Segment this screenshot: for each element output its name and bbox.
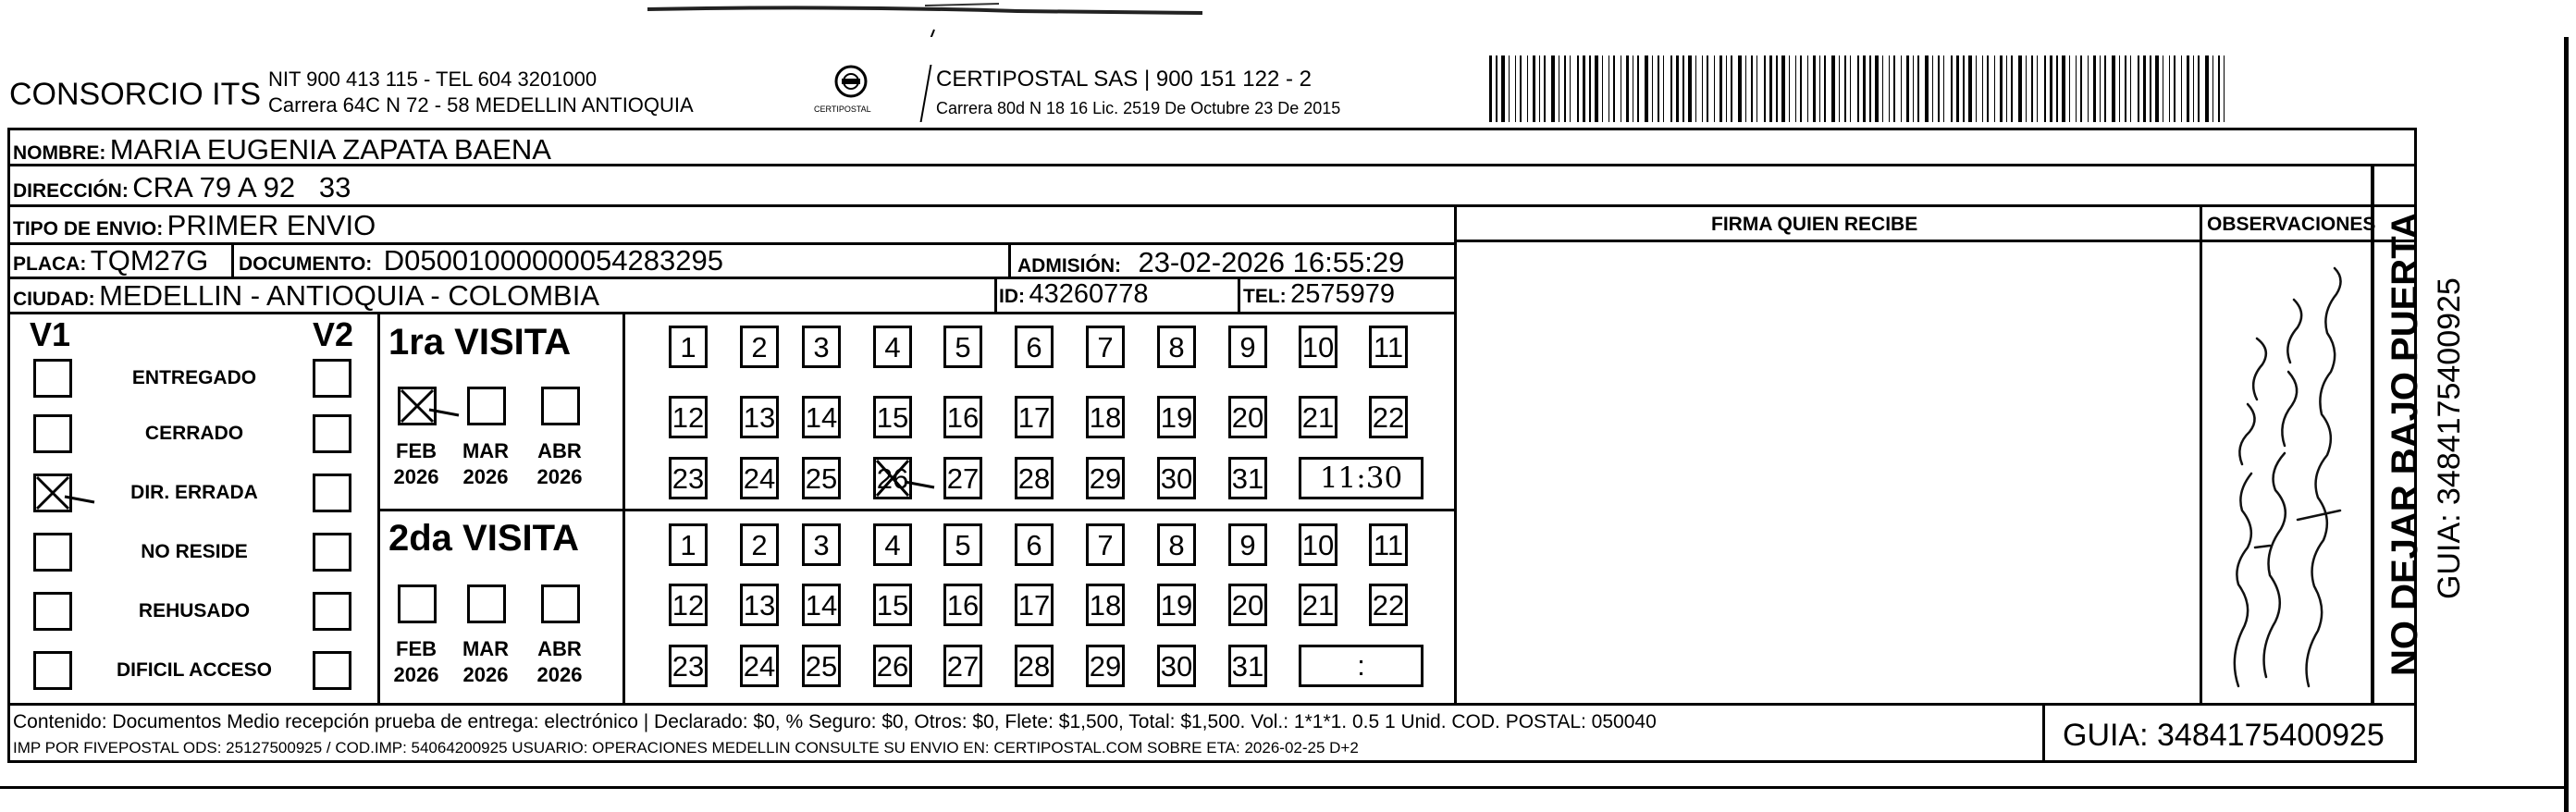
- nombre-label: NOMBRE:: [13, 142, 106, 164]
- id-value: 43260778: [1029, 279, 1149, 309]
- visit1-day-14[interactable]: 14: [802, 396, 841, 438]
- visit2-day-7[interactable]: 7: [1086, 523, 1125, 566]
- visit2-month-mar-label: MAR 2026: [462, 637, 510, 686]
- visit1-day-22[interactable]: 22: [1369, 396, 1408, 438]
- col-divider: [1238, 277, 1240, 312]
- visit2-day-2[interactable]: 2: [740, 523, 779, 566]
- v2-checkbox-entregado[interactable]: [313, 359, 351, 398]
- status-label-no-reside: NO RESIDE: [141, 541, 248, 562]
- visit1-month-feb-check: [398, 387, 464, 444]
- visit1-day-3[interactable]: 3: [802, 326, 841, 368]
- direccion-row: [13, 173, 351, 202]
- visit1-day-17[interactable]: 17: [1015, 396, 1054, 438]
- visit1-month-abr-label: ABR 2026: [536, 439, 583, 488]
- visit2-day-4[interactable]: 4: [873, 523, 912, 566]
- col-divider: [231, 242, 234, 277]
- visit2-day-27[interactable]: 27: [943, 645, 982, 687]
- v1-checkbox-cerrado[interactable]: [33, 414, 72, 453]
- visit2-day-1[interactable]: 1: [669, 523, 708, 566]
- visit2-day-24[interactable]: 24: [740, 645, 779, 687]
- company-nit: NIT 900 413 115 - TEL 604 3201000: [268, 68, 598, 91]
- admision-value: 23-02-2026 16:55:29: [1138, 246, 1405, 278]
- tipo-envio-label: TIPO DE ENVIO:: [13, 218, 164, 240]
- visit1-day-8[interactable]: 8: [1157, 326, 1196, 368]
- v2-checkbox-dir-errada[interactable]: [313, 474, 351, 512]
- v1-label: V1: [30, 315, 71, 353]
- status-label-dir-errada: DIR. ERRADA: [130, 482, 258, 503]
- observaciones-handwriting: [2201, 242, 2368, 701]
- visit1-month-abr-checkbox[interactable]: [541, 387, 580, 425]
- tipo-envio-value: PRIMER ENVIO: [166, 209, 376, 241]
- visit2-day-18[interactable]: 18: [1086, 584, 1125, 626]
- visit1-day-15[interactable]: 15: [873, 396, 912, 438]
- visit2-month-feb-checkbox[interactable]: [398, 584, 437, 623]
- visit2-day-26[interactable]: 26: [873, 645, 912, 687]
- visit2-day-16[interactable]: 16: [943, 584, 982, 626]
- row-divider: [7, 312, 1457, 314]
- visit2-day-19[interactable]: 19: [1157, 584, 1196, 626]
- tipo-envio-row: [13, 211, 376, 240]
- visit2-day-3[interactable]: 3: [802, 523, 841, 566]
- ciudad-row: [13, 281, 599, 310]
- visit1-day-21[interactable]: 21: [1299, 396, 1337, 438]
- status-label-rehusado: REHUSADO: [138, 600, 251, 621]
- visit2-day-20[interactable]: 20: [1228, 584, 1267, 626]
- visit1-day-26-cross: [873, 457, 940, 518]
- tel-value: 2575979: [1290, 279, 1396, 309]
- visit2-day-14[interactable]: 14: [802, 584, 841, 626]
- placa-label: PLACA:: [13, 253, 87, 275]
- documento-row: [239, 246, 723, 275]
- header-divider: [920, 65, 932, 122]
- footer-guia: GUIA: 3484175400925: [2063, 718, 2385, 753]
- visit1-time-box[interactable]: 11:30: [1299, 457, 1424, 499]
- footer-contenido: Contenido: Documentos Medio recepción prueba de entrega: electrónico | Declarado: $0, % Seguro: $0, Otros: $0, Flete: $1,500, Total: $1,500. Vol.: 1*1*1. 0.5 1 Unid. COD. POSTAL: 050040: [13, 711, 1657, 732]
- form-bottom-edge: [0, 786, 2567, 789]
- visit2-day-31[interactable]: 31: [1228, 645, 1267, 687]
- v1-checkbox-dificil-acceso[interactable]: [33, 651, 72, 690]
- footer-imp: IMP POR FIVEPOSTAL ODS: 25127500925 / COD.IMP: 54064200925 USUARIO: OPERACIONES MEDELLIN CONSULTE SU ENVIO EN: CERTIPOSTAL.COM SOBRE ETA: 2026-02-25 D+2: [13, 739, 1359, 757]
- v2-checkbox-no-reside[interactable]: [313, 533, 351, 572]
- visit1-day-19[interactable]: 19: [1157, 396, 1196, 438]
- id-row: [999, 281, 1148, 308]
- row-divider: [7, 242, 1457, 245]
- visit1-title: 1ra VISITA: [388, 322, 572, 363]
- placa-row: [13, 246, 208, 275]
- admision-row: [1017, 248, 1404, 277]
- tel-row: [1243, 281, 1395, 308]
- col-divider: [2371, 164, 2374, 703]
- placa-value: TQM27G: [90, 244, 209, 277]
- col-divider: [1454, 204, 1457, 703]
- side-guia: GUIA: 3484175400925: [2432, 277, 2467, 599]
- col-divider: [622, 312, 625, 703]
- status-label-entregado: ENTREGADO: [131, 367, 257, 388]
- visit2-day-28[interactable]: 28: [1015, 645, 1054, 687]
- visit1-day-12[interactable]: 12: [669, 396, 708, 438]
- visit1-day-25[interactable]: 25: [802, 457, 841, 499]
- documento-value: D05001000000054283295: [383, 244, 723, 277]
- barcode: [1489, 55, 2229, 122]
- visit1-day-20[interactable]: 20: [1228, 396, 1267, 438]
- visit2-day-30[interactable]: 30: [1157, 645, 1196, 687]
- ciudad-label: CIUDAD:: [13, 289, 95, 310]
- direccion-value: CRA 79 A 92 33: [132, 171, 351, 203]
- documento-label: DOCUMENTO:: [239, 253, 373, 275]
- visit2-day-22[interactable]: 22: [1369, 584, 1408, 626]
- observaciones-header: OBSERVACIONES: [2207, 214, 2376, 235]
- direccion-label: DIRECCIÓN:: [13, 180, 129, 202]
- visit2-day-13[interactable]: 13: [740, 584, 779, 626]
- id-label: ID:: [999, 286, 1025, 307]
- visit1-day-10[interactable]: 10: [1299, 326, 1337, 368]
- visit1-day-1[interactable]: 1: [669, 326, 708, 368]
- v1-checkbox-no-reside[interactable]: [33, 533, 72, 572]
- visit1-day-2[interactable]: 2: [740, 326, 779, 368]
- col-divider: [1008, 242, 1011, 277]
- visit2-day-21[interactable]: 21: [1299, 584, 1337, 626]
- nombre-row: [13, 135, 551, 164]
- footer-divider: [2042, 703, 2045, 763]
- v2-checkbox-dificil-acceso[interactable]: [313, 651, 351, 690]
- visit2-day-8[interactable]: 8: [1157, 523, 1196, 566]
- visit1-day-24[interactable]: 24: [740, 457, 779, 499]
- visit2-day-17[interactable]: 17: [1015, 584, 1054, 626]
- visit1-day-7[interactable]: 7: [1086, 326, 1125, 368]
- row-divider: [7, 204, 2417, 207]
- tel-label: TEL:: [1243, 286, 1287, 307]
- visit1-day-9[interactable]: 9: [1228, 326, 1267, 368]
- visit2-month-mar-checkbox[interactable]: [467, 584, 506, 623]
- visit1-day-28[interactable]: 28: [1015, 457, 1054, 499]
- visit2-day-25[interactable]: 25: [802, 645, 841, 687]
- admision-label: ADMISIÓN:: [1017, 255, 1121, 277]
- visit1-day-18[interactable]: 18: [1086, 396, 1125, 438]
- visit1-day-4[interactable]: 4: [873, 326, 912, 368]
- company-name: CONSORCIO ITS: [9, 77, 262, 112]
- visit1-day-16[interactable]: 16: [943, 396, 982, 438]
- visit2-time-box[interactable]: :: [1299, 645, 1424, 687]
- visit2-day-5[interactable]: 5: [943, 523, 982, 566]
- visit1-day-13[interactable]: 13: [740, 396, 779, 438]
- visit1-day-26[interactable]: 26: [873, 457, 912, 499]
- v1-checkbox-rehusado[interactable]: [33, 592, 72, 631]
- visit1-day-23[interactable]: 23: [669, 457, 708, 499]
- certipostal-logo-text: CERTIPOSTAL: [814, 105, 871, 114]
- col-divider: [377, 312, 380, 703]
- visit1-day-31[interactable]: 31: [1228, 457, 1267, 499]
- visit1-month-mar-label: MAR 2026: [462, 439, 510, 488]
- visit2-day-12[interactable]: 12: [669, 584, 708, 626]
- scan-top-mark: [0, 0, 2576, 37]
- visit1-day-11[interactable]: 11: [1369, 326, 1408, 368]
- visit1-day-30[interactable]: 30: [1157, 457, 1196, 499]
- visit2-title: 2da VISITA: [388, 518, 579, 559]
- visit2-day-15[interactable]: 15: [873, 584, 912, 626]
- visit1-month-feb-label: FEB 2026: [393, 439, 439, 488]
- firma-header: FIRMA QUIEN RECIBE: [1711, 214, 1918, 235]
- visit2-day-6[interactable]: 6: [1015, 523, 1054, 566]
- visit1-month-mar-checkbox[interactable]: [467, 387, 506, 425]
- visit2-day-29[interactable]: 29: [1086, 645, 1125, 687]
- visit2-month-abr-label: ABR 2026: [536, 637, 583, 686]
- side-warning: NO DEJAR BAJO PUERTA: [2385, 212, 2425, 676]
- nombre-value: MARIA EUGENIA ZAPATA BAENA: [109, 133, 551, 166]
- status-label-dificil-acceso: DIFICIL ACCESO: [116, 659, 272, 681]
- v1-checkbox-entregado[interactable]: [33, 359, 72, 398]
- company-address: Carrera 64C N 72 - 58 MEDELLIN ANTIOQUIA: [268, 93, 694, 117]
- v2-checkbox-cerrado[interactable]: [313, 414, 351, 453]
- ciudad-value: MEDELLIN - ANTIOQUIA - COLOMBIA: [99, 279, 599, 312]
- visit1-day-6[interactable]: 6: [1015, 326, 1054, 368]
- visit2-month-abr-checkbox[interactable]: [541, 584, 580, 623]
- visit2-day-23[interactable]: 23: [669, 645, 708, 687]
- status-label-cerrado: CERRADO: [144, 423, 244, 444]
- v2-label: V2: [313, 315, 354, 353]
- visit2-day-11[interactable]: 11: [1369, 523, 1408, 566]
- visit1-day-5[interactable]: 5: [943, 326, 982, 368]
- col-divider: [994, 277, 997, 312]
- visit1-day-27[interactable]: 27: [943, 457, 982, 499]
- v1-check-mark: [33, 474, 100, 531]
- visit2-day-10[interactable]: 10: [1299, 523, 1337, 566]
- v2-checkbox-rehusado[interactable]: [313, 592, 351, 631]
- visit2-month-feb-label: FEB 2026: [393, 637, 439, 686]
- visit1-day-29[interactable]: 29: [1086, 457, 1125, 499]
- row-divider: [7, 703, 2417, 706]
- scan-right-edge: [2564, 37, 2569, 812]
- courier-name: CERTIPOSTAL SAS | 900 151 122 - 2: [936, 67, 1312, 92]
- courier-address: Carrera 80d N 18 16 Lic. 2519 De Octubre 23 De 2015: [936, 99, 1341, 117]
- visit2-day-9[interactable]: 9: [1228, 523, 1267, 566]
